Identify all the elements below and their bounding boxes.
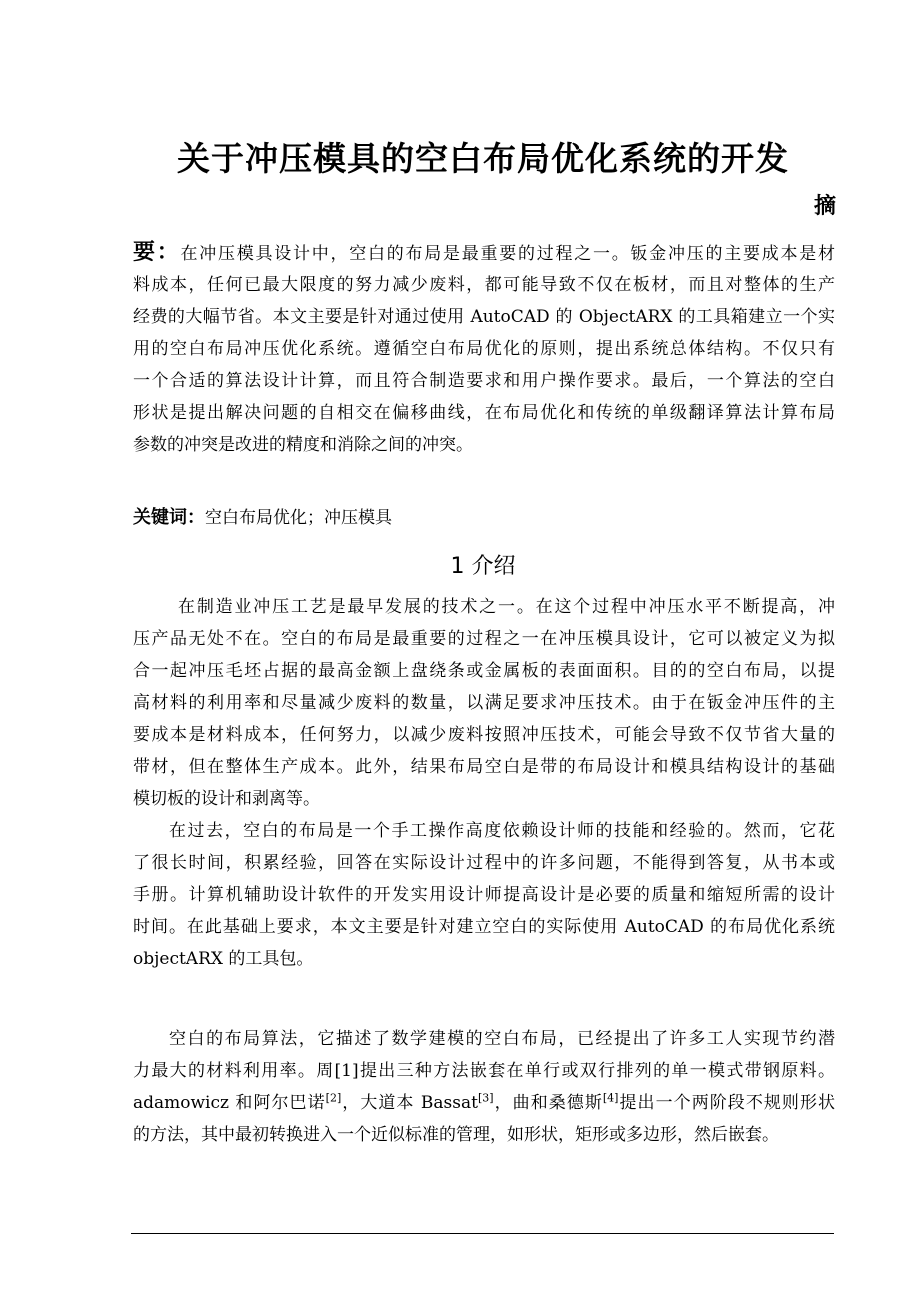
abstract-heading-part: 摘 bbox=[813, 194, 836, 219]
paragraph-line: 要成本是材料成本，任何努力，以减少废料按照冲压技术，可能会导致不仅节省大量的 bbox=[133, 725, 835, 745]
keywords-line bbox=[133, 502, 835, 534]
paragraph-3 bbox=[133, 1023, 835, 1151]
paragraph-line: 空白的布局算法，它描述了数学建模的空白布局，已经提出了许多工人实现节约潜 bbox=[169, 1029, 835, 1049]
paragraph-line: 带材，但在整体生产成本。此外，结果布局空白是带的布局设计和模具结构设计的基础 bbox=[133, 757, 835, 777]
paragraph-line: 在制造业冲压工艺是最早发展的技术之一。在这个过程中冲压水平不断提高，冲 bbox=[178, 597, 835, 617]
abstract-line: 要：在冲压模具设计中，空白的布局是最重要的过程之一。钣金冲压的主要成本是材 bbox=[133, 240, 835, 265]
paragraph-line: 在过去，空白的布局是一个手工操作高度依赖设计师的技能和经验的。然而，它花 bbox=[169, 821, 835, 841]
paragraph-line: 压产品无处不在。空白的布局是最重要的过程之一在冲压模具设计，它可以被定义为拟 bbox=[133, 629, 835, 649]
page-title: 关于冲压模具的空白布局优化系统的开发 bbox=[177, 139, 789, 178]
paragraph-line: adamowicz 和阿尔巴诺[2]，大道本 Bassat[3]，曲和桑德斯[4]提出一个两阶段不规则形状 bbox=[133, 1091, 836, 1113]
keywords-label: 关键词： bbox=[133, 507, 205, 528]
citation-ref: [3] bbox=[477, 1091, 494, 1105]
abstract-body bbox=[133, 237, 835, 461]
footer-rule bbox=[131, 1233, 834, 1234]
abstract-line: 形状是提出解决问题的自相交在偏移曲线，在布局优化和传统的单级翻译算法计算布局 bbox=[133, 403, 835, 423]
abstract-line: 一个合适的算法设计计算，而且符合制造要求和用户操作要求。最后，一个算法的空白 bbox=[133, 371, 835, 391]
keywords-value: 空白布局优化；冲压模具 bbox=[205, 508, 392, 528]
citation-ref: [4] bbox=[602, 1091, 619, 1105]
abstract-heading-lead: 要： bbox=[133, 240, 181, 265]
abstract-line: 经费的大幅节省。本文主要是针对通过使用 AutoCAD 的 ObjectARX 的工具箱建立一个实 bbox=[133, 307, 835, 327]
abstract-line: 料成本，任何已最大限度的努力减少废料，都可能导致不仅在板材，而且对整体的生产 bbox=[133, 275, 835, 295]
paragraph-line: 了很长时间，积累经验，回答在实际设计过程中的许多问题，不能得到答复，从书本或 bbox=[133, 853, 835, 873]
paragraph-line: 的方法，其中最初转换进入一个近似标准的管理，如形状，矩形或多边形，然后嵌套。 bbox=[133, 1125, 779, 1145]
paragraph-line: 时间。在此基础上要求，本文主要是针对建立空白的实际使用 AutoCAD 的布局优化系统 bbox=[133, 917, 835, 937]
paragraph-1 bbox=[133, 591, 835, 815]
citation-ref: [2] bbox=[325, 1091, 342, 1105]
paragraph-line: 手册。计算机辅助设计软件的开发实用设计师提高设计是必要的质量和缩短所需的设计 bbox=[133, 885, 835, 905]
keywords bbox=[133, 502, 835, 534]
abstract-line: 参数的冲突是改进的精度和消除之间的冲突。 bbox=[133, 435, 473, 455]
abstract-line: 用的空白布局冲压优化系统。遵循空白布局优化的原则，提出系统总体结构。不仅只有 bbox=[133, 339, 835, 359]
paragraph-2 bbox=[133, 815, 835, 975]
section-heading: 1 介绍 bbox=[450, 554, 516, 579]
paragraph-line: objectARX 的工具包。 bbox=[133, 949, 314, 969]
paragraph-line: 高材料的利用率和尽量减少废料的数量，以满足要求冲压技术。由于在钣金冲压件的主 bbox=[133, 693, 835, 713]
paragraph-line: 模切板的设计和剥离等。 bbox=[133, 789, 320, 809]
paragraph-line: 合一起冲压毛坯占据的最高金额上盘绕条或金属板的表面面积。目的的空白布局，以提 bbox=[133, 661, 835, 681]
paragraph-line: 力最大的材料利用率。周[1]提出三种方法嵌套在单行或双行排列的单一模式带钢原料。 bbox=[133, 1061, 835, 1081]
